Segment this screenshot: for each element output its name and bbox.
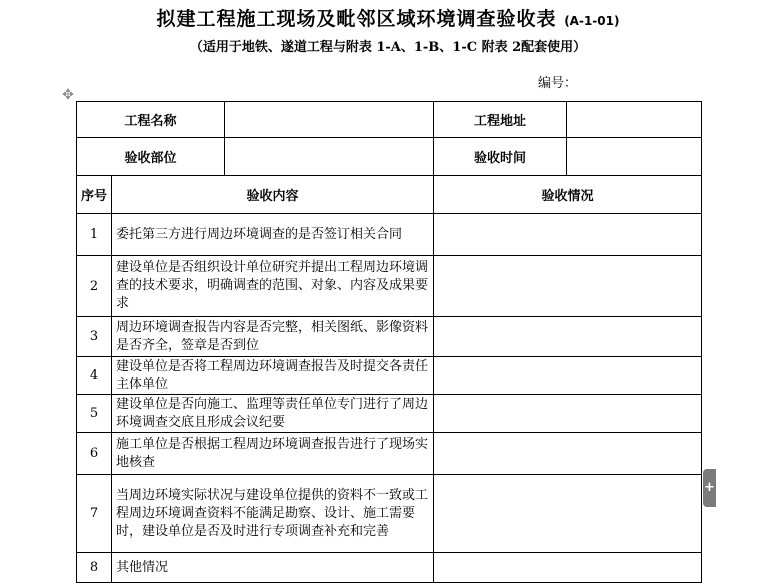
row-number: 4 bbox=[77, 357, 112, 395]
serial-number-label: 编号： bbox=[538, 76, 578, 91]
row-content: 建设单位是否组织设计单位研究并提出工程周边环境调查的技术要求，明确调查的范围、对象、内容及成果要求 bbox=[112, 256, 434, 317]
row-number: 6 bbox=[77, 433, 112, 475]
row-status-field[interactable] bbox=[434, 395, 702, 433]
row-status-field[interactable] bbox=[434, 433, 702, 475]
row-number: 3 bbox=[77, 317, 112, 357]
column-header-seq: 序号 bbox=[77, 176, 112, 214]
row-content: 周边环境调查报告内容是否完整，相关图纸、影像资料是否齐全，签章是否到位 bbox=[112, 317, 434, 357]
plus-icon: + bbox=[704, 480, 715, 495]
row-content: 委托第三方进行周边环境调查的是否签订相关合同 bbox=[112, 214, 434, 256]
acceptance-time-field[interactable] bbox=[567, 138, 702, 176]
row-status-field[interactable] bbox=[434, 214, 702, 256]
table-row bbox=[77, 317, 702, 357]
project-address-field[interactable] bbox=[567, 102, 702, 138]
row-content: 其他情况 bbox=[112, 553, 434, 583]
table-row bbox=[77, 433, 702, 475]
row-number: 7 bbox=[77, 475, 112, 553]
row-number: 8 bbox=[77, 553, 112, 583]
row-status-field[interactable] bbox=[434, 256, 702, 317]
table-move-handle-icon[interactable]: ✥ bbox=[62, 87, 74, 103]
table-row bbox=[77, 475, 702, 553]
info-row-project bbox=[77, 102, 702, 138]
row-status-field[interactable] bbox=[434, 317, 702, 357]
project-name-label: 工程名称 bbox=[77, 102, 225, 138]
acceptance-form-table bbox=[76, 101, 702, 583]
acceptance-part-field[interactable] bbox=[225, 138, 434, 176]
row-content: 建设单位是否将工程周边环境调查报告及时提交各责任主体单位 bbox=[112, 357, 434, 395]
row-status-field[interactable] bbox=[434, 553, 702, 583]
table-row bbox=[77, 553, 702, 583]
form-subtitle: （适用于地铁、遂道工程与附表 1-A、1-B、1-C 附表 2配套使用） bbox=[189, 40, 587, 55]
table-row bbox=[77, 395, 702, 433]
column-header-row bbox=[77, 176, 702, 214]
column-header-status: 验收情况 bbox=[434, 176, 702, 214]
table-row bbox=[77, 214, 702, 256]
table-row bbox=[77, 357, 702, 395]
table-row bbox=[77, 256, 702, 317]
row-number: 1 bbox=[77, 214, 112, 256]
row-number: 2 bbox=[77, 256, 112, 317]
form-title-text: 拟建工程施工现场及毗邻区域环境调查验收表 bbox=[156, 8, 557, 30]
row-content: 施工单位是否根据工程周边环境调查报告进行了现场实地核查 bbox=[112, 433, 434, 475]
row-number: 5 bbox=[77, 395, 112, 433]
form-code: (A-1-01) bbox=[564, 14, 620, 28]
side-expand-tab[interactable] bbox=[703, 469, 716, 507]
column-header-content: 验收内容 bbox=[112, 176, 434, 214]
form-title bbox=[0, 4, 776, 31]
row-content: 当周边环境实际状况与建设单位提供的资料不一致或工程周边环境调查资料不能满足勘察、设计、施工需要时，建设单位是否及时进行专项调查补充和完善 bbox=[112, 475, 434, 553]
project-name-field[interactable] bbox=[225, 102, 434, 138]
project-address-label: 工程地址 bbox=[434, 102, 567, 138]
row-content: 建设单位是否向施工、监理等责任单位专门进行了周边环境调查交底且形成会议纪要 bbox=[112, 395, 434, 433]
acceptance-time-label: 验收时间 bbox=[434, 138, 567, 176]
info-row-acceptance bbox=[77, 138, 702, 176]
acceptance-part-label: 验收部位 bbox=[77, 138, 225, 176]
row-status-field[interactable] bbox=[434, 357, 702, 395]
row-status-field[interactable] bbox=[434, 475, 702, 553]
